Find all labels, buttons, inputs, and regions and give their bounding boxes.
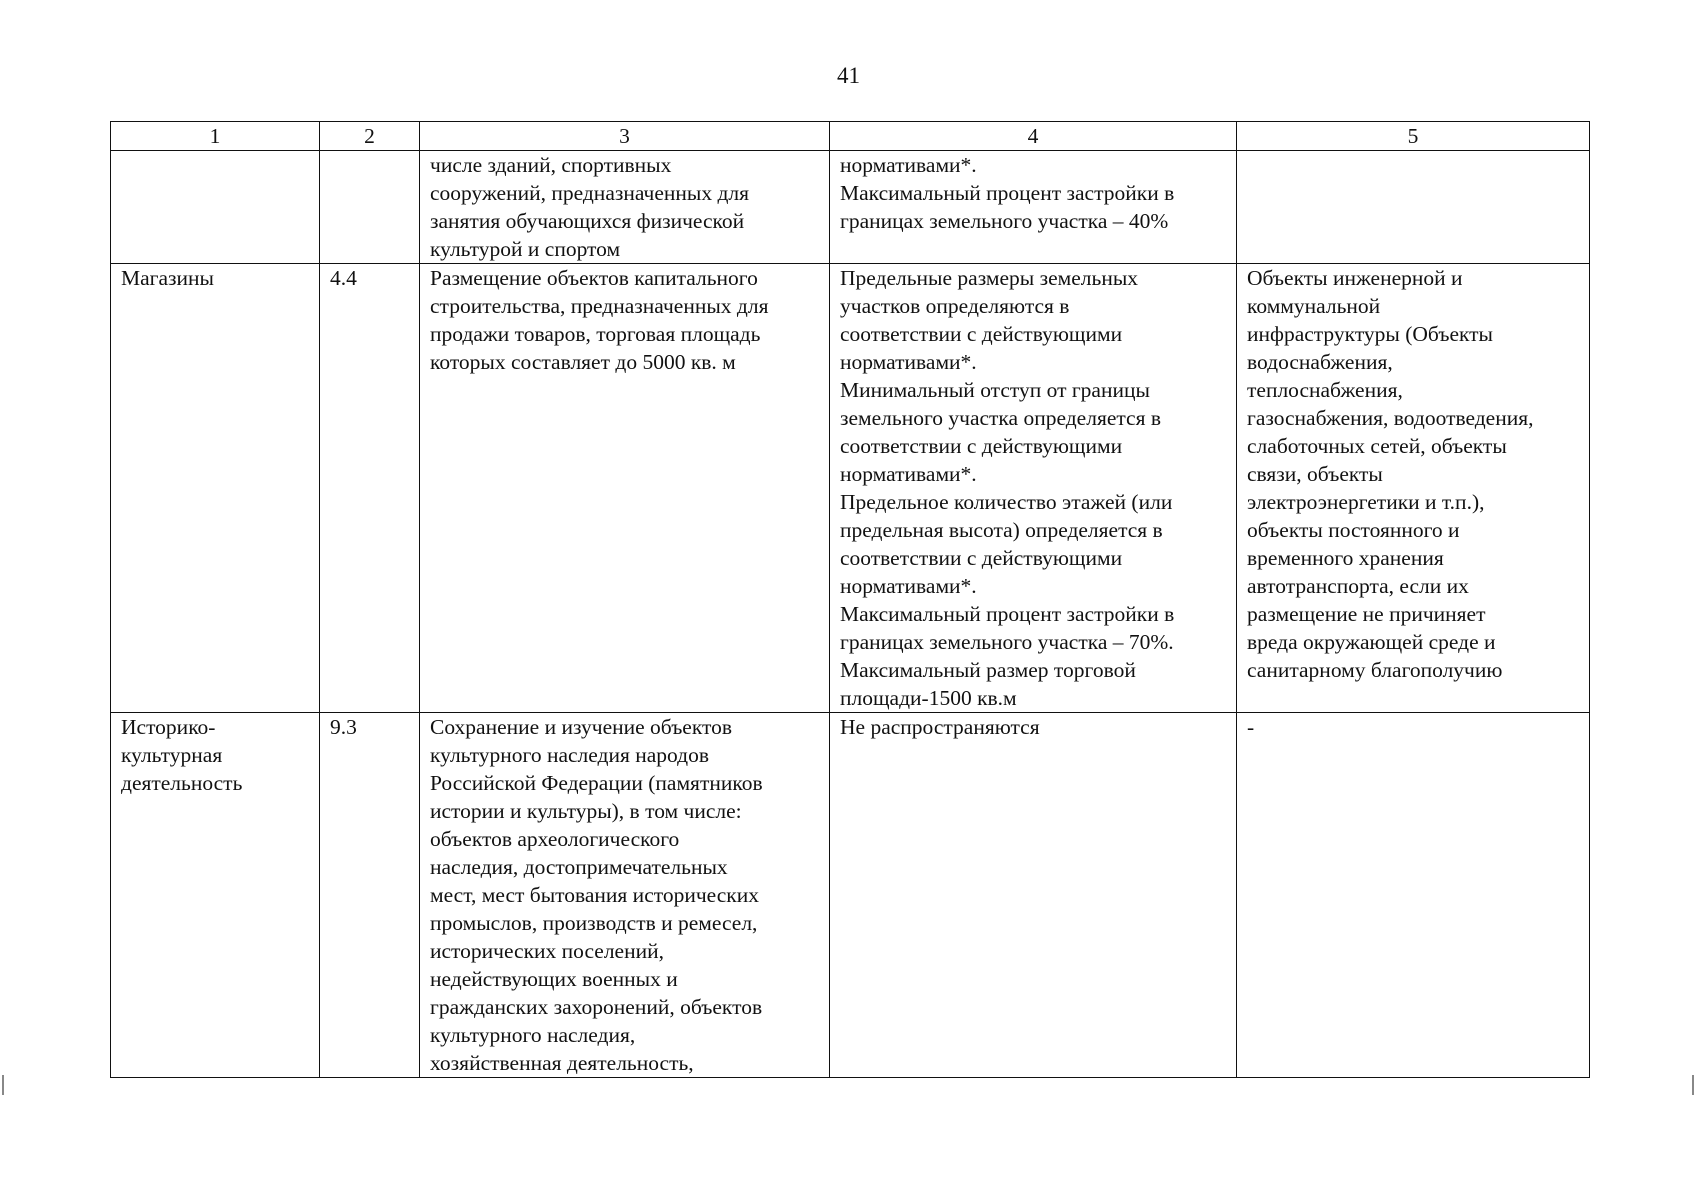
table-row (111, 264, 1590, 713)
use-code-cell: 4.4 (320, 264, 420, 713)
table-row (111, 713, 1590, 1078)
use-name-cell: Магазины (111, 264, 320, 713)
auxiliary-uses-cell: Объекты инженерной и коммунальной инфраструктуры (Объекты водоснабжения, теплоснабжения, газоснабжения, водоотведения, слаботочных сетей, объекты связи, объекты электроэнергетики и т.п.), объекты постоянного и временного хранения автотранспорта, если их размещение не причиняет вреда окружающей среде и санитарному благополучию (1237, 264, 1590, 713)
scan-edge-mark-right (1692, 1075, 1694, 1095)
header-row (111, 122, 1590, 151)
land-use-table (110, 121, 1590, 1078)
column-header-2: 2 (320, 122, 420, 151)
use-parameters-cell: нормативами*. Максимальный процент застройки в границах земельного участка – 40% (830, 151, 1237, 264)
use-description-cell: Размещение объектов капитального строительства, предназначенных для продажи товаров, торговая площадь которых составляет до 5000 кв. м (420, 264, 830, 713)
auxiliary-uses-cell: - (1237, 713, 1590, 1078)
column-header-4: 4 (830, 122, 1237, 151)
use-description-cell: Сохранение и изучение объектов культурного наследия народов Российской Федерации (памятников истории и культуры), в том числе: объектов археологического наследия, достопримечательных мест, мест бытования исторических промыслов, производств и ремесел, исторических поселений, недействующих военных и гражданских захоронений, объектов культурного наследия, хозяйственная деятельность, (420, 713, 830, 1078)
use-code-cell: 9.3 (320, 713, 420, 1078)
auxiliary-uses-cell (1237, 151, 1590, 264)
page-number: 41 (837, 63, 860, 88)
use-parameters-cell: Не распространяются (830, 713, 1237, 1078)
column-header-1: 1 (111, 122, 320, 151)
column-header-3: 3 (420, 122, 830, 151)
table-row (111, 151, 1590, 264)
use-name-cell: Историко- культурная деятельность (111, 713, 320, 1078)
use-parameters-cell: Предельные размеры земельных участков определяются в соответствии с действующими нормативами*. Минимальный отступ от границы земельного участка определяется в соответствии с действующими нормативами*. Предельное количество этажей (или предельная высота) определяется в соответствии с действующими нормативами*. Максимальный процент застройки в границах земельного участка – 70%. Максимальный размер торговой площади-1500 кв.м (830, 264, 1237, 713)
column-header-5: 5 (1237, 122, 1590, 151)
scan-edge-mark-left (2, 1075, 4, 1095)
use-code-cell (320, 151, 420, 264)
use-name-cell (111, 151, 320, 264)
use-description-cell: числе зданий, спортивных сооружений, предназначенных для занятия обучающихся физической культурой и спортом (420, 151, 830, 264)
